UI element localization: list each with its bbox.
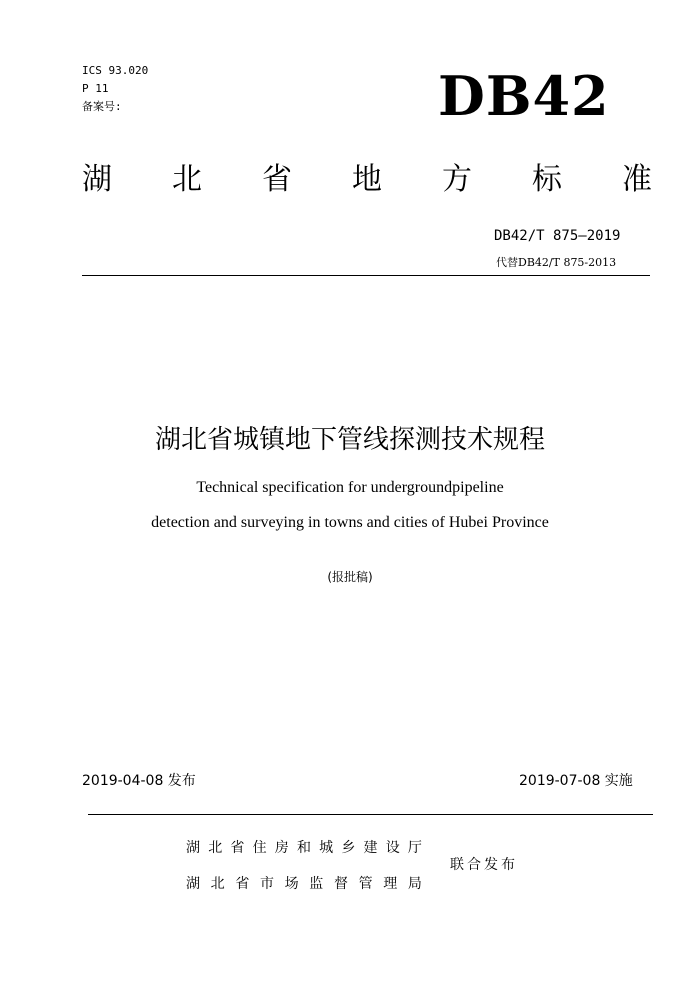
issuer-char: 和 [296, 840, 311, 856]
replaces-standard: 代替DB42/T 875-2013 [496, 256, 617, 269]
issuer-char: 城 [319, 840, 334, 856]
issuer-char: 监 [309, 876, 324, 892]
standard-type-char: 方 [442, 162, 472, 197]
issuer-housing-department [186, 838, 422, 858]
standard-type-char: 准 [622, 162, 652, 197]
issuer-char: 房 [274, 840, 289, 856]
ics-code: ICS 93.020 [82, 64, 149, 77]
issuer-char: 乡 [341, 840, 356, 856]
issuer-char: 设 [385, 840, 400, 856]
issuer-char: 湖 [186, 840, 200, 856]
top-divider [82, 275, 650, 276]
issuer-char: 场 [284, 876, 299, 892]
issuer-char: 住 [252, 840, 267, 856]
implementation-date: 2019-07-08 实施 [519, 773, 633, 789]
issuer-char: 理 [383, 876, 398, 892]
record-number-label: 备案号: [82, 100, 122, 113]
standard-type-char: 地 [352, 162, 382, 197]
issuer-char: 市 [259, 876, 274, 892]
issuer-char: 湖 [186, 876, 200, 892]
db42-logo: DB42 [438, 64, 610, 128]
document-title-en-line1: Technical specification for undergroundpipeline [196, 479, 504, 496]
issuer-char: 建 [363, 840, 378, 856]
issuer-char: 厅 [407, 840, 422, 856]
standard-number: DB42/T 875—2019 [494, 228, 621, 244]
issuer-char: 北 [210, 876, 225, 892]
issuer-char: 省 [230, 840, 245, 856]
standard-type-char: 湖 [82, 162, 112, 197]
issuer-char: 管 [358, 876, 373, 892]
document-title-en-line2: detection and surveying in towns and cities of Hubei Province [151, 514, 549, 531]
draft-status: (报批稿) [327, 570, 373, 584]
issuer-char: 局 [407, 876, 422, 892]
issue-date: 2019-04-08 发布 [82, 773, 196, 789]
classification-code: P 11 [82, 82, 109, 95]
bottom-divider [88, 814, 653, 815]
issuer-char: 督 [333, 876, 348, 892]
document-title-zh: 湖北省城镇地下管线探测技术规程 [154, 425, 545, 455]
joint-publication-label: 联合发布 [450, 857, 518, 873]
standard-type-heading [82, 160, 652, 200]
issuer-char: 北 [208, 840, 223, 856]
issuer-market-bureau [186, 874, 422, 894]
issuer-char: 省 [235, 876, 250, 892]
standard-type-char: 北 [172, 162, 202, 197]
standard-type-char: 标 [532, 162, 562, 197]
standard-type-char: 省 [262, 162, 292, 197]
